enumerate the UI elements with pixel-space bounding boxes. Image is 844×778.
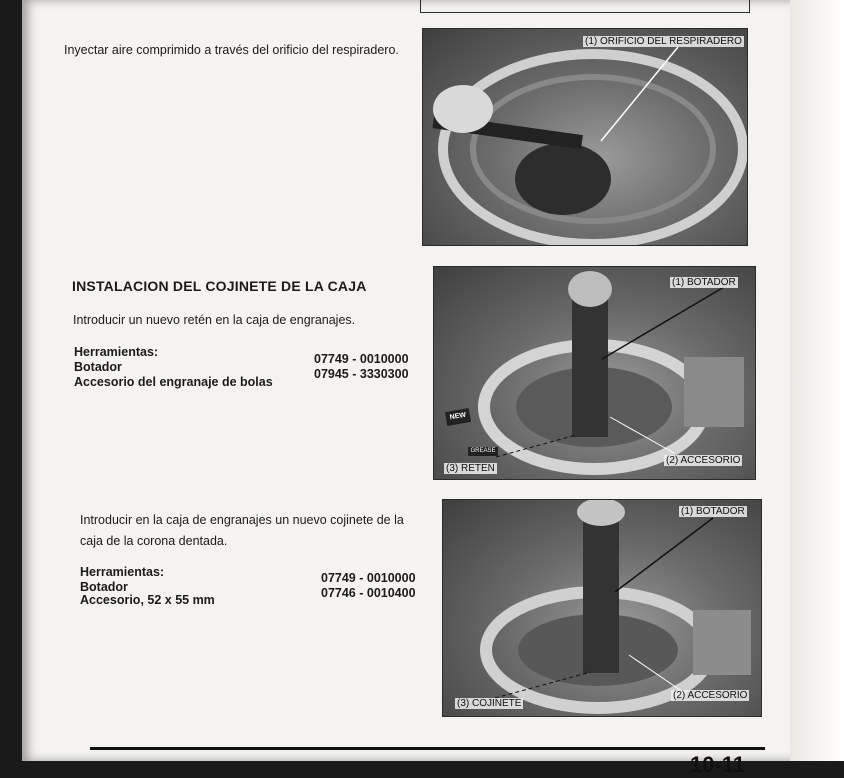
attachment-callout: (2) ACCESORIO: [673, 690, 748, 701]
driver-callout: (1) BOTADOR: [672, 277, 736, 288]
tool-name: Accesorio, 52 x 55 mm: [80, 593, 215, 607]
attachment-callout: (2) ACCESORIO: [666, 455, 741, 466]
bearing-install-heading: INSTALACION DEL COJINETE DE LA CAJA: [72, 278, 367, 294]
tool-code: 07945 - 3330300: [314, 367, 409, 381]
bearing-install-photo: [442, 499, 762, 717]
new-icon: NEW: [445, 408, 471, 426]
breather-instruction: Inyectar aire comprimido a través del orificio del respiradero.: [64, 43, 399, 57]
tool-name: Botador: [80, 580, 128, 594]
page-number: 10-11: [690, 752, 746, 777]
tool-code: 07746 - 0010400: [321, 586, 416, 600]
breather-callout: (1) ORIFICIO DEL RESPIRADERO: [585, 36, 742, 47]
breather-photo: [422, 28, 748, 246]
seal-callout: (3) RETEN: [446, 463, 495, 474]
tools-heading: Herramientas:: [80, 565, 165, 579]
bearing-instruction-line2: caja de la corona dentada.: [80, 534, 228, 548]
seal-instruction: Introducir un nuevo retén en la caja de engranajes.: [73, 313, 356, 327]
grease-icon: GREASE: [468, 447, 498, 456]
tool-code: 07749 - 0010000: [314, 352, 409, 366]
page-edge: [790, 0, 844, 761]
footer-rule: [90, 747, 765, 750]
bearing-callout: (3) COJINETE: [457, 698, 522, 709]
tool-name: Botador: [74, 360, 122, 374]
previous-figure-frame: [420, 0, 750, 13]
tools-heading: Herramientas:: [74, 345, 159, 359]
driver-callout: (1) BOTADOR: [681, 506, 745, 517]
tool-name: Accesorio del engranaje de bolas: [74, 375, 273, 389]
bearing-instruction-line1: Introducir en la caja de engranajes un nuevo cojinete de la: [80, 513, 404, 527]
seal-install-photo: [433, 266, 756, 480]
tool-code: 07749 - 0010000: [321, 571, 416, 585]
